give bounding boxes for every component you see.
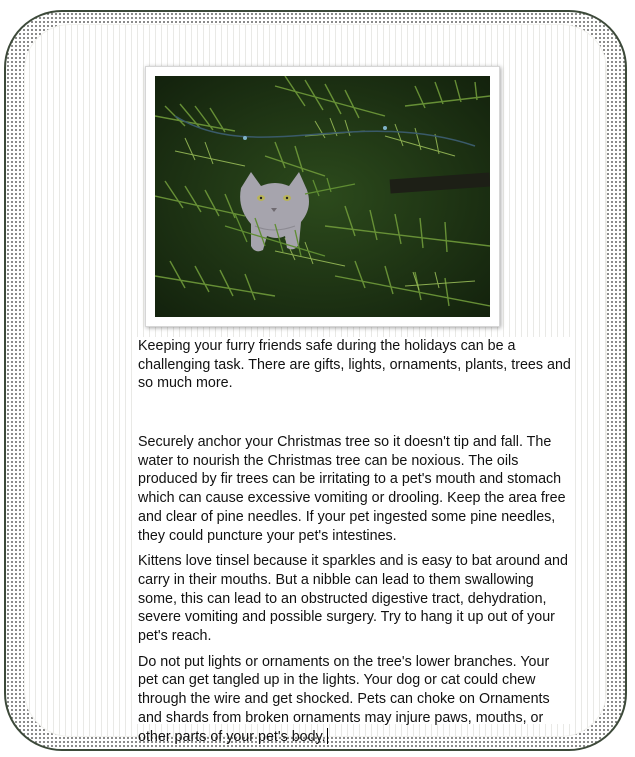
photo-frame[interactable] (145, 66, 500, 327)
intro-text-block[interactable] (135, 337, 572, 435)
paragraph-lights-ornaments-text: Do not put lights or ornaments on the tree's lower branches. Your pet can get tangled up in the lights. Your dog or cat could chew through the wire and get shocked. Pets can choke on Ornaments and shards from broken ornaments may injure paws, mouths, or other parts of your pet's body. (138, 653, 550, 745)
paragraph-tree-safety: Securely anchor your Christmas tree so it doesn't tip and fall. The water to nourish the Christmas tree can be noxious. The oils produced by fir trees can be irritating to a pet's mouth and stomach which can cause excessive vomiting or drooling. Keep the area free and clear of pine needles. If your pet ingested some pine needles, they could puncture your pet's intestines. (138, 434, 566, 544)
paragraph-lights-ornaments (138, 653, 572, 747)
text-cursor (327, 728, 328, 744)
cat-in-christmas-tree-photo (155, 76, 490, 317)
intro-paragraph: Keeping your furry friends safe during the holidays can be a challenging task. There are gifts, lights, ornaments, plants, trees and so much more. (138, 338, 571, 392)
paragraph-tinsel: Kittens love tinsel because it sparkles and is easy to bat around and carry in their mouths. But a nibble can lead to them swallowing some, this can lead to an obstructed digestive tract, dehydration, severe vomiting and possible surgery. Try to hang it up out of your pet's reach. (138, 553, 568, 645)
body-text-block[interactable] (135, 432, 572, 745)
